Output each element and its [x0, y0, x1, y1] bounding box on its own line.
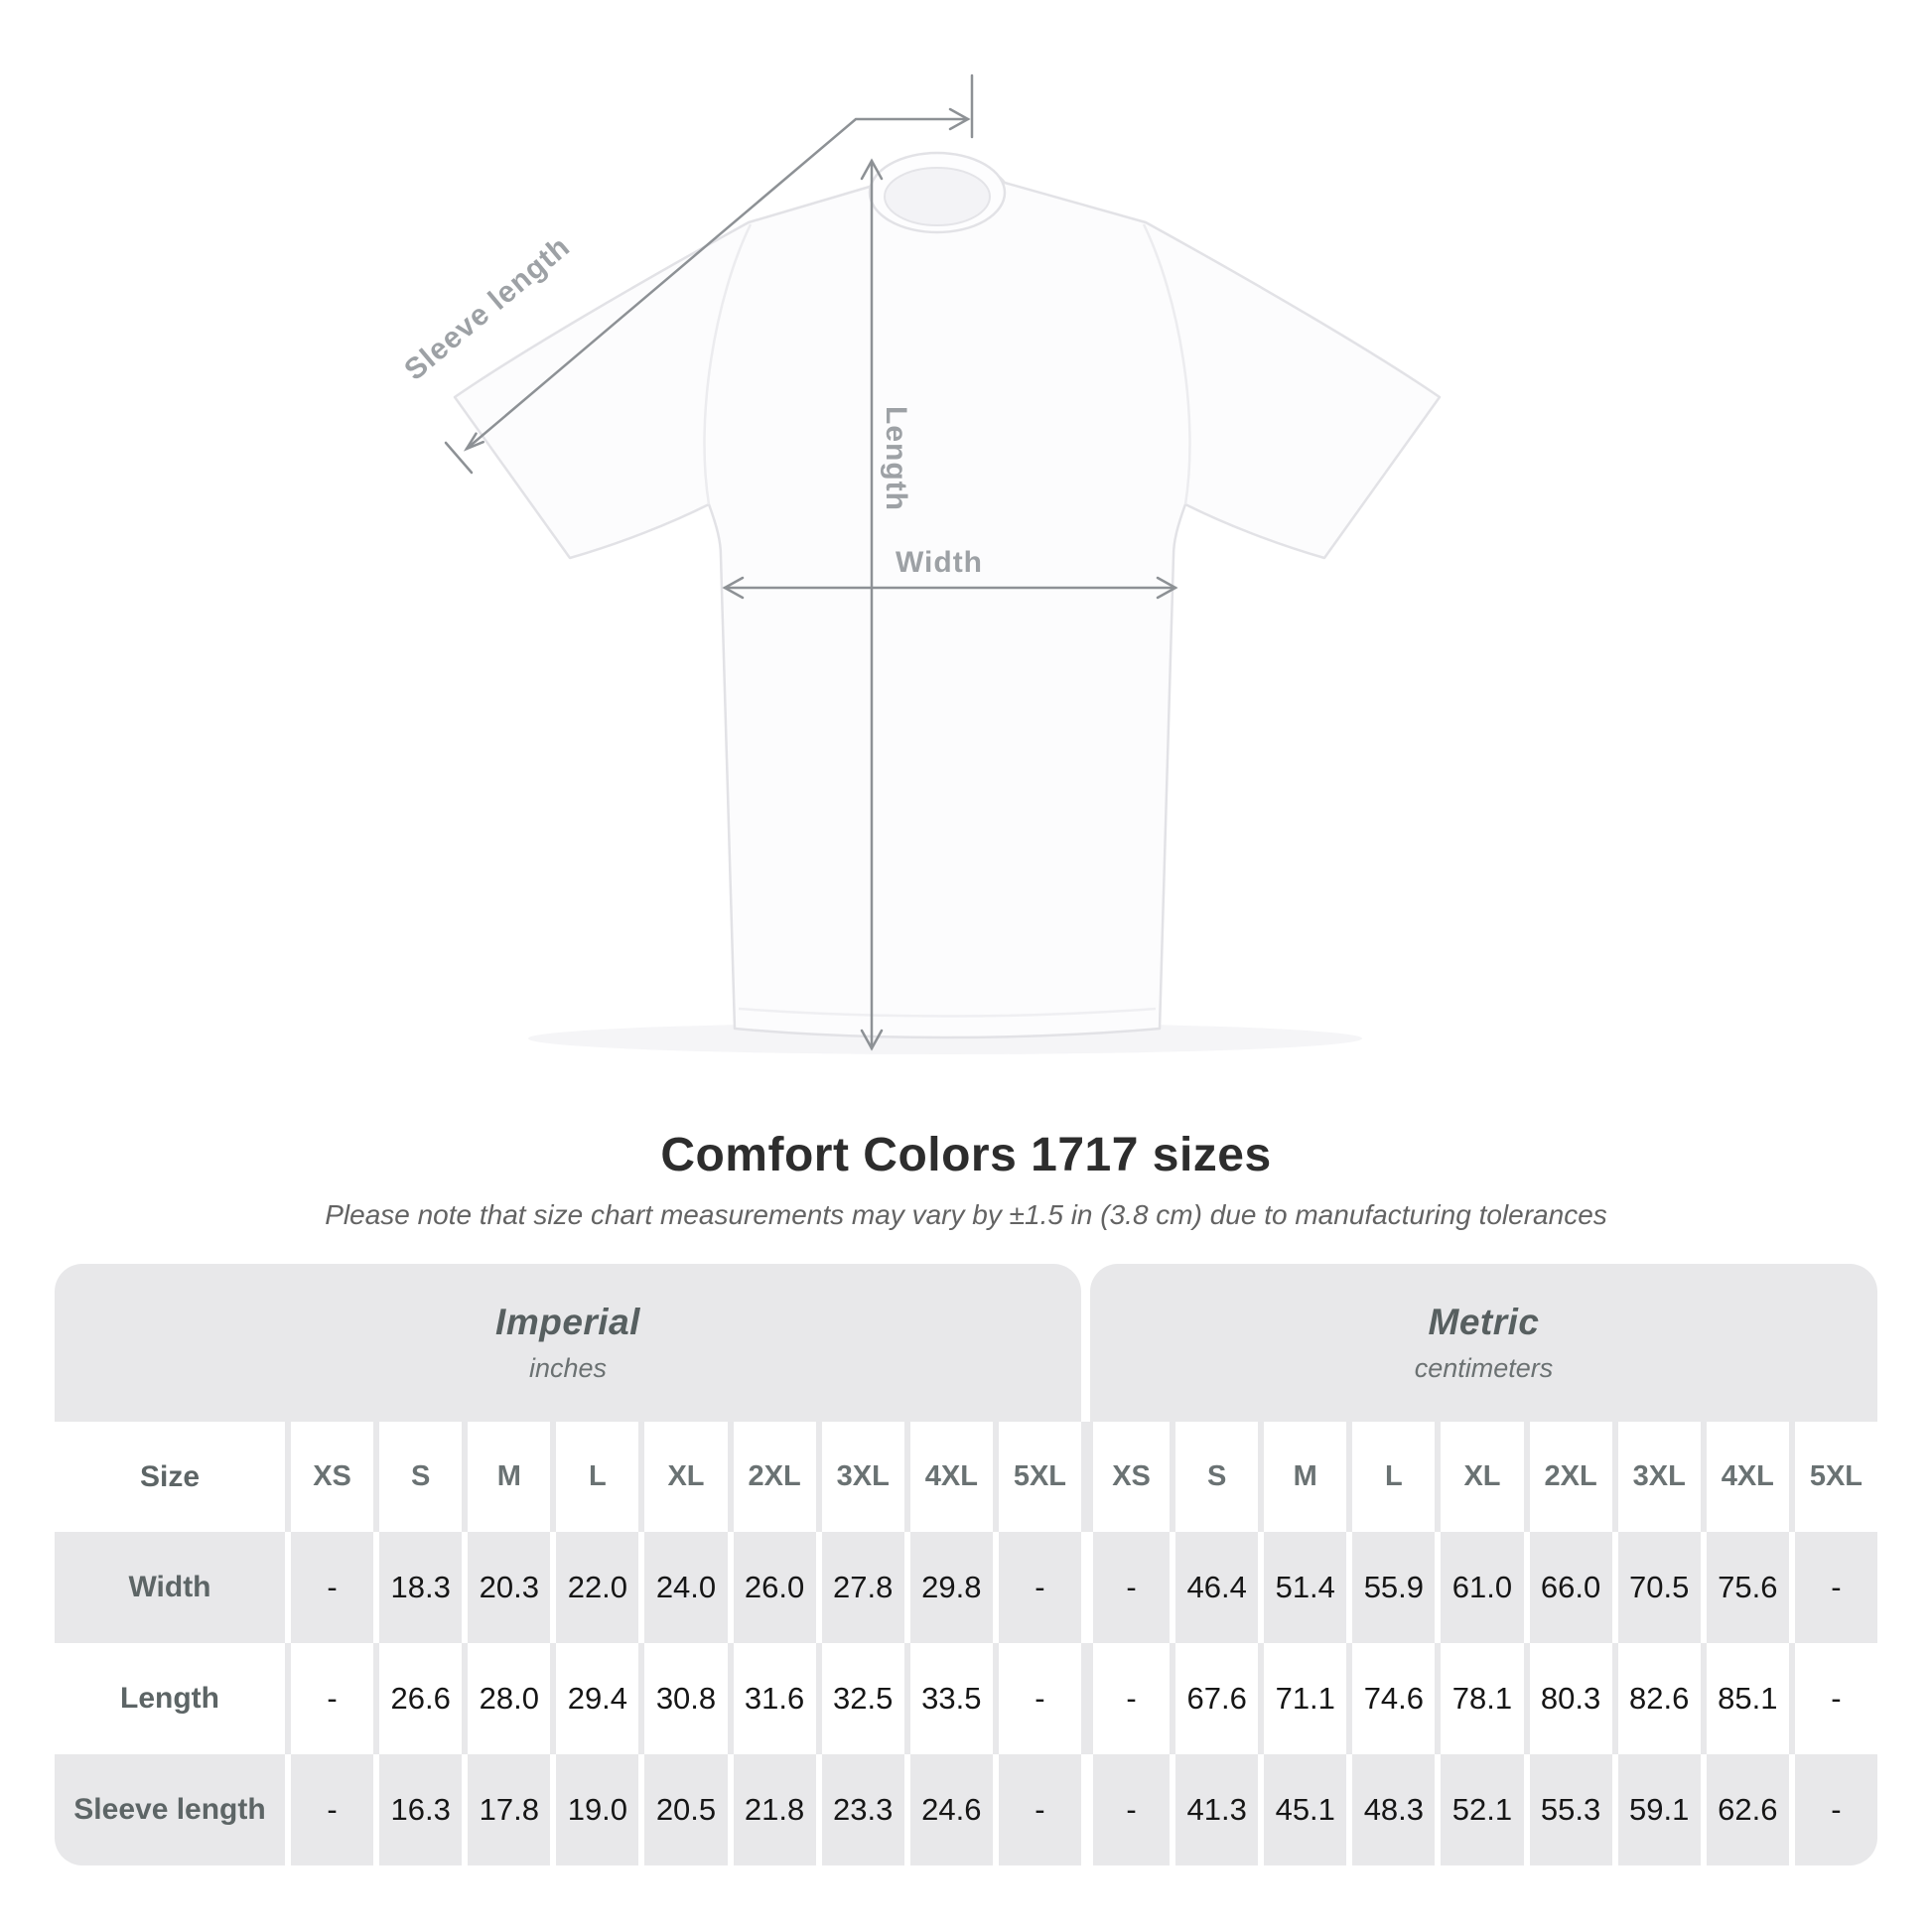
sleeve-length-row: [55, 1754, 1877, 1865]
width-metric-l: 55.9: [1346, 1532, 1435, 1643]
length-imperial-s: 26.6: [373, 1643, 462, 1754]
sleeve-metric-xs: -: [1081, 1754, 1170, 1865]
collar-inner: [885, 168, 990, 225]
width-imperial-m: 20.3: [462, 1532, 550, 1643]
length-imperial-2xl: 31.6: [728, 1643, 816, 1754]
size-data-table: [55, 1422, 1877, 1865]
imperial-size-l: L: [550, 1422, 638, 1532]
width-imperial-xs: -: [285, 1532, 373, 1643]
imperial-section-header: [55, 1264, 1081, 1422]
sleeve-length-label: Sleeve length: [398, 229, 577, 387]
width-metric-xl: 61.0: [1435, 1532, 1523, 1643]
length-imperial-xs: -: [285, 1643, 373, 1754]
width-row: [55, 1532, 1877, 1643]
length-metric-xl: 78.1: [1435, 1643, 1523, 1754]
sleeve-metric-xl: 52.1: [1435, 1754, 1523, 1865]
imperial-size-xl: XL: [638, 1422, 727, 1532]
length-imperial-3xl: 32.5: [816, 1643, 904, 1754]
sleeve-metric-2xl: 55.3: [1524, 1754, 1612, 1865]
sleeve-imperial-4xl: 24.6: [904, 1754, 993, 1865]
width-imperial-s: 18.3: [373, 1532, 462, 1643]
sleeve-metric-5xl: -: [1789, 1754, 1877, 1865]
metric-size-4xl: 4XL: [1701, 1422, 1789, 1532]
length-metric-2xl: 80.3: [1524, 1643, 1612, 1754]
length-metric-5xl: -: [1789, 1643, 1877, 1754]
length-imperial-5xl: -: [993, 1643, 1081, 1754]
length-metric-m: 71.1: [1258, 1643, 1346, 1754]
width-metric-m: 51.4: [1258, 1532, 1346, 1643]
imperial-size-5xl: 5XL: [993, 1422, 1081, 1532]
metric-size-l: L: [1346, 1422, 1435, 1532]
width-metric-2xl: 66.0: [1524, 1532, 1612, 1643]
sleeve-imperial-2xl: 21.8: [728, 1754, 816, 1865]
imperial-size-4xl: 4XL: [904, 1422, 993, 1532]
length-metric-l: 74.6: [1346, 1643, 1435, 1754]
width-row-label: Width: [55, 1532, 285, 1643]
imperial-size-s: S: [373, 1422, 462, 1532]
length-metric-3xl: 82.6: [1612, 1643, 1701, 1754]
size-table: [55, 1264, 1877, 1865]
sleeve-metric-3xl: 59.1: [1612, 1754, 1701, 1865]
tolerance-note: Please note that size chart measurements may vary by ±1.5 in (3.8 cm) due to manufacturing tolerances: [325, 1199, 1607, 1230]
sleeve-row-label: Sleeve length: [55, 1754, 285, 1865]
sleeve-imperial-xs: -: [285, 1754, 373, 1865]
width-imperial-l: 22.0: [550, 1532, 638, 1643]
length-imperial-m: 28.0: [462, 1643, 550, 1754]
sleeve-imperial-s: 16.3: [373, 1754, 462, 1865]
page-title: Comfort Colors 1717 sizes: [660, 1129, 1272, 1181]
metric-size-2xl: 2XL: [1524, 1422, 1612, 1532]
size-column-header: Size: [55, 1422, 285, 1532]
sleeve-imperial-5xl: -: [993, 1754, 1081, 1865]
imperial-size-3xl: 3XL: [816, 1422, 904, 1532]
width-imperial-3xl: 27.8: [816, 1532, 904, 1643]
sleeve-metric-4xl: 62.6: [1701, 1754, 1789, 1865]
metric-size-3xl: 3XL: [1612, 1422, 1701, 1532]
width-imperial-xl: 24.0: [638, 1532, 727, 1643]
metric-size-xs: XS: [1081, 1422, 1170, 1532]
width-imperial-5xl: -: [993, 1532, 1081, 1643]
metric-unit: centimeters: [1414, 1353, 1554, 1383]
sleeve-imperial-m: 17.8: [462, 1754, 550, 1865]
imperial-size-2xl: 2XL: [728, 1422, 816, 1532]
width-metric-4xl: 75.6: [1701, 1532, 1789, 1643]
sleeve-imperial-xl: 20.5: [638, 1754, 727, 1865]
width-metric-3xl: 70.5: [1612, 1532, 1701, 1643]
length-metric-s: 67.6: [1170, 1643, 1258, 1754]
width-metric-s: 46.4: [1170, 1532, 1258, 1643]
sleeve-imperial-3xl: 23.3: [816, 1754, 904, 1865]
length-metric-xs: -: [1081, 1643, 1170, 1754]
length-row: [55, 1643, 1877, 1754]
length-imperial-4xl: 33.5: [904, 1643, 993, 1754]
length-row-label: Length: [55, 1643, 285, 1754]
imperial-label: Imperial: [495, 1302, 640, 1342]
sleeve-metric-l: 48.3: [1346, 1754, 1435, 1865]
width-imperial-2xl: 26.0: [728, 1532, 816, 1643]
width-imperial-4xl: 29.8: [904, 1532, 993, 1643]
metric-section-header: [1090, 1264, 1877, 1422]
unit-header-band: [55, 1264, 1877, 1422]
metric-size-5xl: 5XL: [1789, 1422, 1877, 1532]
imperial-size-xs: XS: [285, 1422, 373, 1532]
width-label: Width: [895, 546, 984, 579]
length-imperial-l: 29.4: [550, 1643, 638, 1754]
metric-size-m: M: [1258, 1422, 1346, 1532]
size-header-row: [55, 1422, 1877, 1532]
metric-size-xl: XL: [1435, 1422, 1523, 1532]
length-imperial-xl: 30.8: [638, 1643, 727, 1754]
sleeve-metric-s: 41.3: [1170, 1754, 1258, 1865]
length-metric-4xl: 85.1: [1701, 1643, 1789, 1754]
width-metric-xs: -: [1081, 1532, 1170, 1643]
width-metric-5xl: -: [1789, 1532, 1877, 1643]
metric-size-s: S: [1170, 1422, 1258, 1532]
sleeve-imperial-l: 19.0: [550, 1754, 638, 1865]
sleeve-metric-m: 45.1: [1258, 1754, 1346, 1865]
length-label: Length: [880, 406, 912, 511]
imperial-unit: inches: [528, 1353, 608, 1383]
imperial-size-m: M: [462, 1422, 550, 1532]
metric-label: Metric: [1428, 1302, 1540, 1342]
tshirt-body: [455, 162, 1440, 1037]
